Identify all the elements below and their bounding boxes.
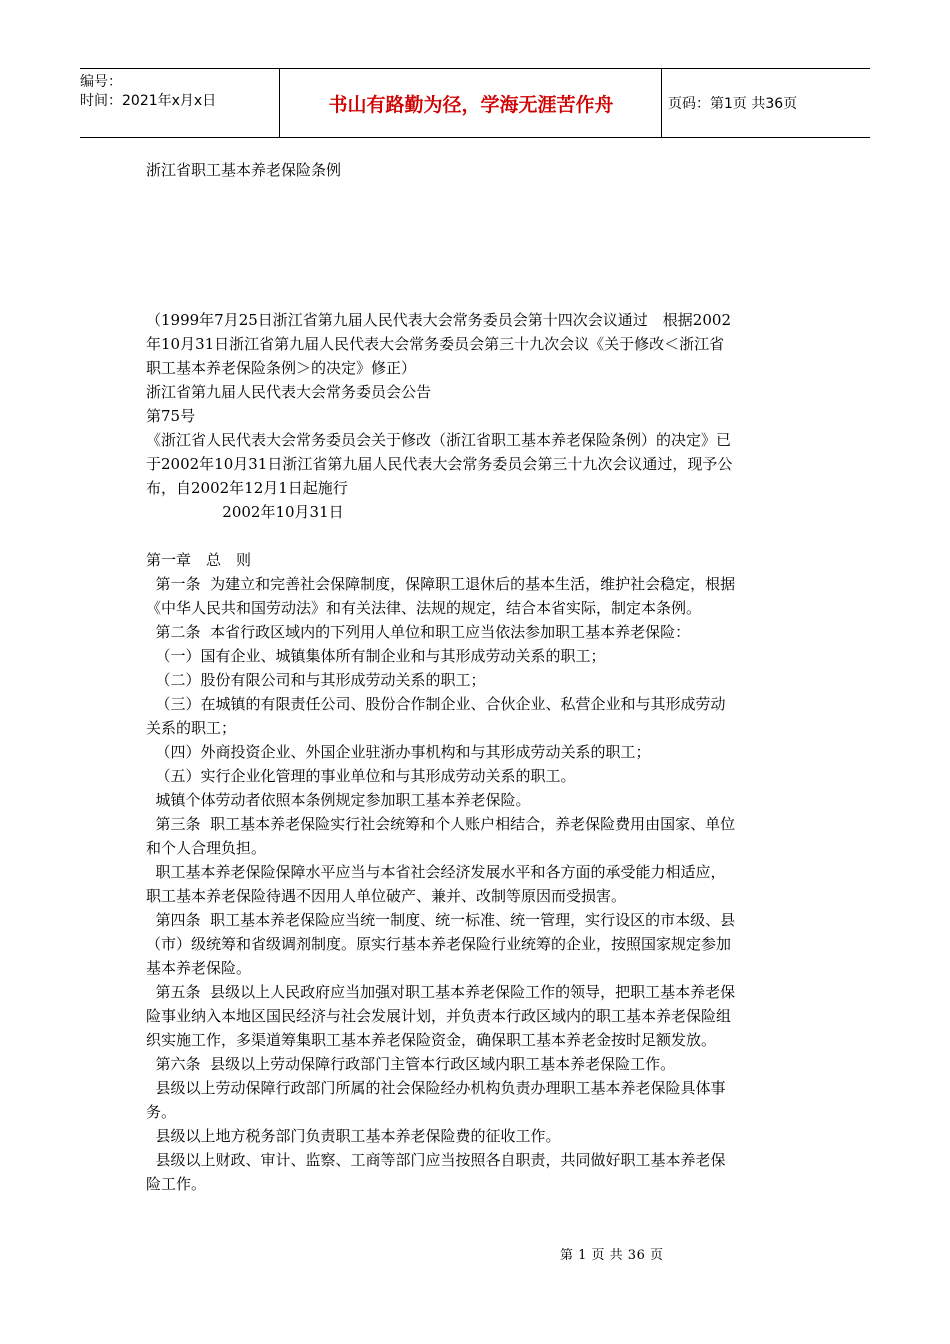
body-line: （三）在城镇的有限责任公司、股份合作制企业、合伙企业、私营企业和与其形成劳动	[146, 695, 726, 713]
body-line: （二）股份有限公司和与其形成劳动关系的职工；	[146, 671, 486, 689]
page-header	[80, 68, 870, 138]
page-footer: 第 1 页 共 36 页	[560, 1248, 664, 1263]
body-line: 职工基本养老保险保障水平应当与本省社会经济发展水平和各方面的承受能力相适应，	[146, 863, 726, 881]
body-line: 城镇个体劳动者依照本条例规定参加职工基本养老保险。	[146, 791, 531, 809]
body-line: 县级以上财政、审计、监察、工商等部门应当按照各自职责，共同做好职工基本养老保	[146, 1151, 726, 1169]
body-line: 浙江省第九届人民代表大会常务委员会公告	[146, 383, 432, 401]
body-line: （1999年7月25日浙江省第九届人民代表大会常务委员会第十四次会议通过 根据2002	[146, 311, 731, 329]
body-line: 和个人合理负担。	[146, 839, 267, 857]
document-title: 浙江省职工基本养老保险条例	[146, 161, 342, 179]
body-line: 基本养老保险。	[146, 959, 252, 977]
body-line: 险事业纳入本地区国民经济与社会发展计划，并负责本行政区域内的职工基本养老保险组	[146, 1007, 732, 1025]
body-line: 布，自2002年12月1日起施行	[146, 479, 348, 497]
serial-label: 编号：	[80, 74, 122, 90]
body-line: 2002年10月31日	[146, 503, 344, 521]
body-line: （五）实行企业化管理的事业单位和与其形成劳动关系的职工。	[146, 767, 576, 785]
body-line: 职工基本养老保险待遇不因用人单位破产、兼并、改制等原因而受损害。	[146, 887, 627, 905]
body-line: 第五条 县级以上人民政府应当加强对职工基本养老保险工作的领导，把职工基本养老保	[146, 983, 736, 1001]
body-line: 年10月31日浙江省第九届人民代表大会常务委员会第三十九次会议《关于修改＜浙江省	[146, 335, 725, 353]
document-body	[146, 308, 811, 1196]
header-motto: 书山有路勤为径，学海无涯苦作舟	[281, 69, 662, 137]
body-line: （市）级统筹和省级调剂制度。原实行基本养老保险行业统筹的企业，按照国家规定参加	[146, 935, 732, 953]
body-line: 第75号	[146, 407, 196, 425]
header-meta	[80, 69, 280, 137]
body-line: 织实施工作，多渠道筹集职工基本养老保险资金，确保职工基本养老金按时足额发放。	[146, 1031, 717, 1049]
body-line: （一）国有企业、城镇集体所有制企业和与其形成劳动关系的职工；	[146, 647, 606, 665]
body-line: 《浙江省人民代表大会常务委员会关于修改（浙江省职工基本养老保险条例）的决定》已	[146, 431, 732, 449]
body-line: 第三条 职工基本养老保险实行社会统筹和个人账户相结合，养老保险费用由国家、单位	[146, 815, 736, 833]
body-line: 于2002年10月31日浙江省第九届人民代表大会常务委员会第三十九次会议通过，现予公	[146, 455, 733, 473]
header-page-info: 页码：第1页 共36页	[668, 96, 798, 112]
body-line: 第一章 总 则	[146, 551, 252, 569]
body-line: 县级以上地方税务部门负责职工基本养老保险费的征收工作。	[146, 1127, 561, 1145]
body-line: 险工作。	[146, 1175, 207, 1193]
body-line: 第一条 为建立和完善社会保障制度，保障职工退休后的基本生活，维护社会稳定，根据	[146, 575, 736, 593]
body-line: 第四条 职工基本养老保险应当统一制度、统一标准、统一管理，实行设区的市本级、县	[146, 911, 736, 929]
body-line: 县级以上劳动保障行政部门所属的社会保险经办机构负责办理职工基本养老保险具体事	[146, 1079, 726, 1097]
body-line: 第六条 县级以上劳动保障行政部门主管本行政区域内职工基本养老保险工作。	[146, 1055, 676, 1073]
body-line: 职工基本养老保险条例＞的决定》修正）	[146, 359, 417, 377]
body-line: 关系的职工；	[146, 719, 237, 737]
body-line: 务。	[146, 1103, 177, 1121]
body-line: （四）外商投资企业、外国企业驻浙办事机构和与其形成劳动关系的职工；	[146, 743, 651, 761]
body-line: 《中华人民共和国劳动法》和有关法律、法规的规定，结合本省实际，制定本条例。	[146, 599, 702, 617]
body-line	[146, 524, 811, 548]
body-line: 第二条 本省行政区域内的下列用人单位和职工应当依法参加职工基本养老保险：	[146, 623, 691, 641]
time-label: 时间：2021年x月x日	[80, 93, 217, 109]
